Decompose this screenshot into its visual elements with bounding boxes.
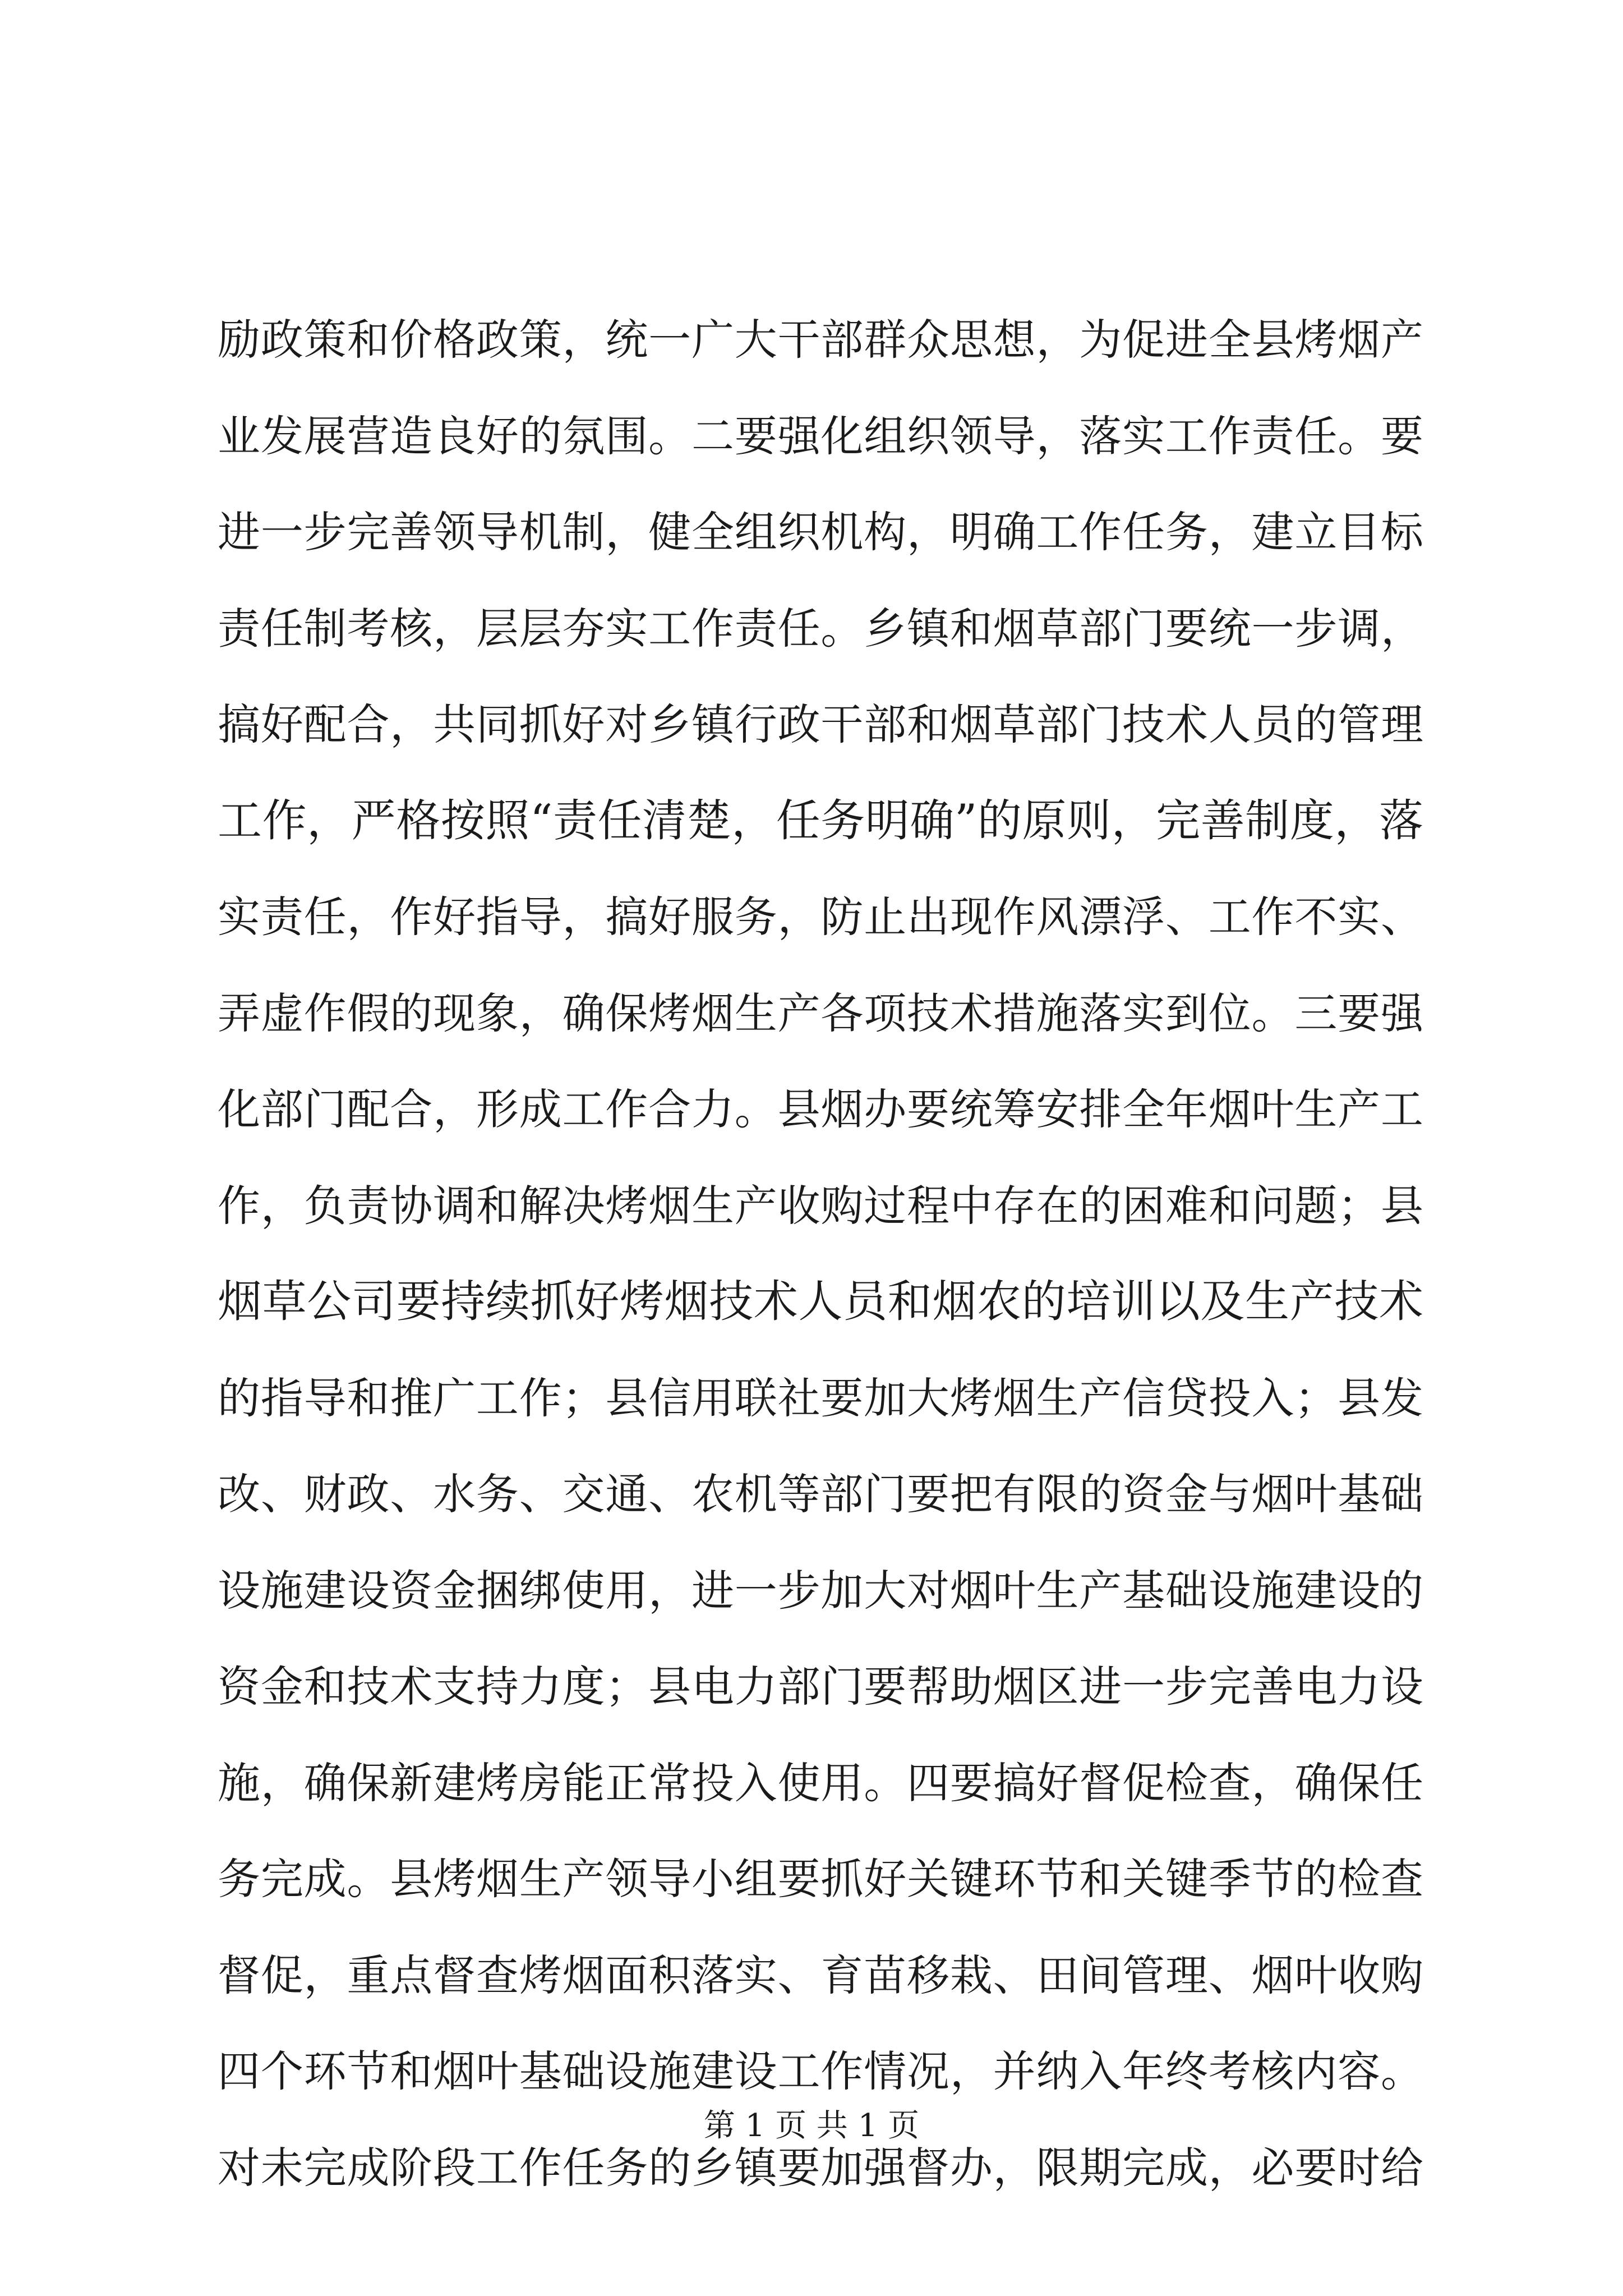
- text-line: 作，负责协调和解决烤烟生产收购过程中存在的困难和问题；县: [218, 1180, 1423, 1231]
- text-line: 进一步完善领导机制，健全组织机构，明确工作任务，建立目标: [218, 507, 1423, 557]
- text-line: 资金和技术支持力度；县电力部门要帮助烟区进一步完善电力设: [218, 1662, 1423, 1711]
- text-line: 工作，严格按照“责任清楚，任务明确”的原则，完善制度，落: [218, 794, 1423, 846]
- text-line: 对未完成阶段工作任务的乡镇要加强督办，限期完成，必要时给: [218, 2142, 1423, 2193]
- text-line: 化部门配合，形成工作合力。县烟办要统筹安排全年烟叶生产工: [218, 1084, 1423, 1134]
- text-line: 励政策和价格政策，统一广大干部群众思想，为促进全县烤烟产: [218, 315, 1423, 365]
- text-line: 业发展营造良好的氛围。二要强化组织领导，落实工作责任。要: [218, 411, 1423, 461]
- text-line: 四个环节和烟叶基础设施建设工作情况，并纳入年终考核内容。: [218, 2046, 1423, 2096]
- text-line: 改、财政、水务、交通、农机等部门要把有限的资金与烟叶基础: [218, 1469, 1423, 1519]
- text-line: 的指导和推广工作；县信用联社要加大烤烟生产信贷投入；县发: [218, 1373, 1423, 1423]
- text-line: 务完成。县烤烟生产领导小组要抓好关键环节和关键季节的检查: [218, 1854, 1423, 1904]
- text-line: 施，确保新建烤房能正常投入使用。四要搞好督促检查，确保任: [218, 1757, 1423, 1808]
- page-number-label: 第 1 页 共 1 页: [703, 2108, 920, 2144]
- text-line: 弄虚作假的现象，确保烤烟生产各项技术措施落实到位。三要强: [218, 988, 1423, 1038]
- text-line: 责任制考核，层层夯实工作责任。乡镇和烟草部门要统一步调，: [218, 603, 1423, 654]
- text-line: 搞好配合，共同抓好对乡镇行政干部和烟草部门技术人员的管理: [218, 700, 1423, 749]
- text-line: 设施建设资金捆绑使用，进一步加大对烟叶生产基础设施建设的: [218, 1565, 1423, 1616]
- page-footer: [0, 2106, 1623, 2146]
- text-line: 烟草公司要持续抓好烤烟技术人员和烟农的培训以及生产技术: [218, 1276, 1423, 1327]
- body-text: [218, 292, 1423, 2216]
- text-line: 督促，重点督查烤烟面积落实、育苗移栽、田间管理、烟叶收购: [218, 1950, 1423, 2000]
- text-line: 实责任，作好指导，搞好服务，防止出现作风漂浮、工作不实、: [218, 892, 1423, 942]
